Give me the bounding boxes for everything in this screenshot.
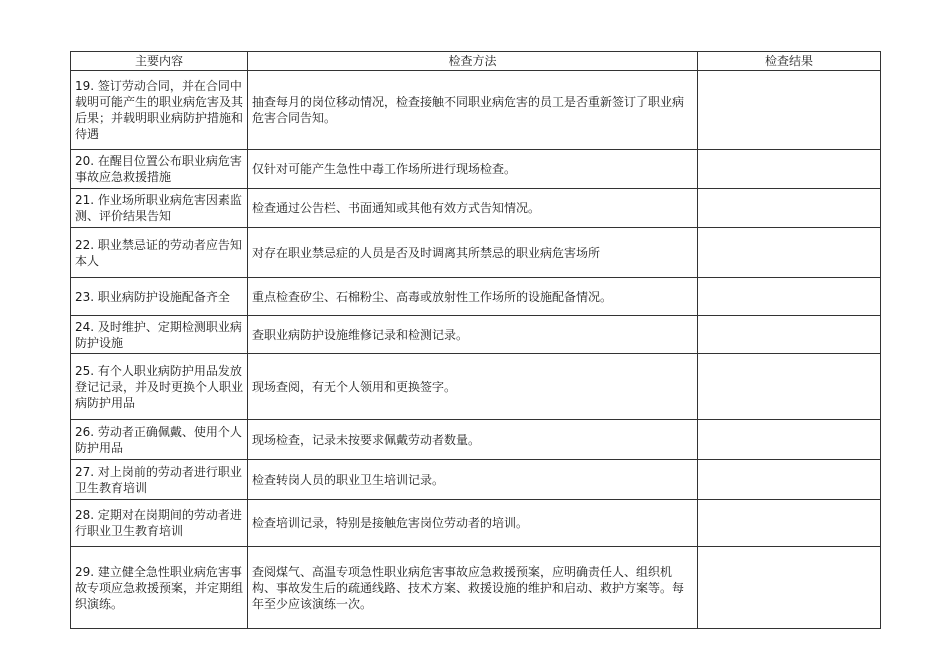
row-method: 现场查阅，有无个人领用和更换签字。 — [248, 354, 698, 420]
row-content: 26. 劳动者正确佩戴、使用个人防护用品 — [71, 420, 248, 460]
row-content: 24. 及时维护、定期检测职业病防护设施 — [71, 316, 248, 354]
row-method: 对存在职业禁忌症的人员是否及时调离其所禁忌的职业病危害场所 — [248, 228, 698, 278]
row-result — [698, 71, 881, 150]
row-result — [698, 460, 881, 500]
row-result — [698, 150, 881, 189]
row-method: 现场检查，记录未按要求佩戴劳动者数量。 — [248, 420, 698, 460]
table-row — [71, 460, 881, 500]
row-method: 检查转岗人员的职业卫生培训记录。 — [248, 460, 698, 500]
row-content: 27. 对上岗前的劳动者进行职业卫生教育培训 — [71, 460, 248, 500]
table-row — [71, 228, 881, 278]
table-header — [71, 52, 881, 71]
table-row — [71, 278, 881, 316]
row-result — [698, 189, 881, 228]
row-content: 28. 定期对在岗期间的劳动者进行职业卫生教育培训 — [71, 500, 248, 547]
row-result — [698, 354, 881, 420]
row-result — [698, 278, 881, 316]
row-result — [698, 547, 881, 629]
row-content: 19. 签订劳动合同，并在合同中载明可能产生的职业病危害及其后果；并载明职业病防护措施和待遇 — [71, 71, 248, 150]
row-content: 22. 职业禁忌证的劳动者应告知本人 — [71, 228, 248, 278]
row-content: 29. 建立健全急性职业病危害事故专项应急救援预案，并定期组织演练。 — [71, 547, 248, 629]
table-body — [71, 71, 881, 629]
table-row — [71, 547, 881, 629]
row-method: 检查培训记录，特别是接触危害岗位劳动者的培训。 — [248, 500, 698, 547]
row-result — [698, 420, 881, 460]
row-result — [698, 500, 881, 547]
row-content: 20. 在醒目位置公布职业病危害事故应急救援措施 — [71, 150, 248, 189]
header-check-result: 检查结果 — [698, 52, 881, 71]
header-check-method: 检查方法 — [248, 52, 698, 71]
row-method: 仅针对可能产生急性中毒工作场所进行现场检查。 — [248, 150, 698, 189]
row-method: 检查通过公告栏、书面通知或其他有效方式告知情况。 — [248, 189, 698, 228]
inspection-table — [70, 51, 881, 629]
row-result — [698, 228, 881, 278]
table-row — [71, 354, 881, 420]
row-method: 重点检查矽尘、石棉粉尘、高毒或放射性工作场所的设施配备情况。 — [248, 278, 698, 316]
table-row — [71, 71, 881, 150]
table-row — [71, 316, 881, 354]
table-row — [71, 150, 881, 189]
table-row — [71, 189, 881, 228]
row-method: 抽查每月的岗位移动情况，检查接触不同职业病危害的员工是否重新签订了职业病危害合同告知。 — [248, 71, 698, 150]
row-content: 21. 作业场所职业病危害因素监测、评价结果告知 — [71, 189, 248, 228]
row-method: 查职业病防护设施维修记录和检测记录。 — [248, 316, 698, 354]
header-main-content: 主要内容 — [71, 52, 248, 71]
table-row — [71, 500, 881, 547]
row-content: 23. 职业病防护设施配备齐全 — [71, 278, 248, 316]
table-row — [71, 420, 881, 460]
row-content: 25. 有个人职业病防护用品发放登记记录，并及时更换个人职业病防护用品 — [71, 354, 248, 420]
row-method: 查阅煤气、高温专项急性职业病危害事故应急救援预案，应明确责任人、组织机构、事故发生后的疏通线路、技术方案、救援设施的维护和启动、救护方案等。每年至少应该演练一次。 — [248, 547, 698, 629]
row-result — [698, 316, 881, 354]
header-row — [71, 52, 881, 71]
